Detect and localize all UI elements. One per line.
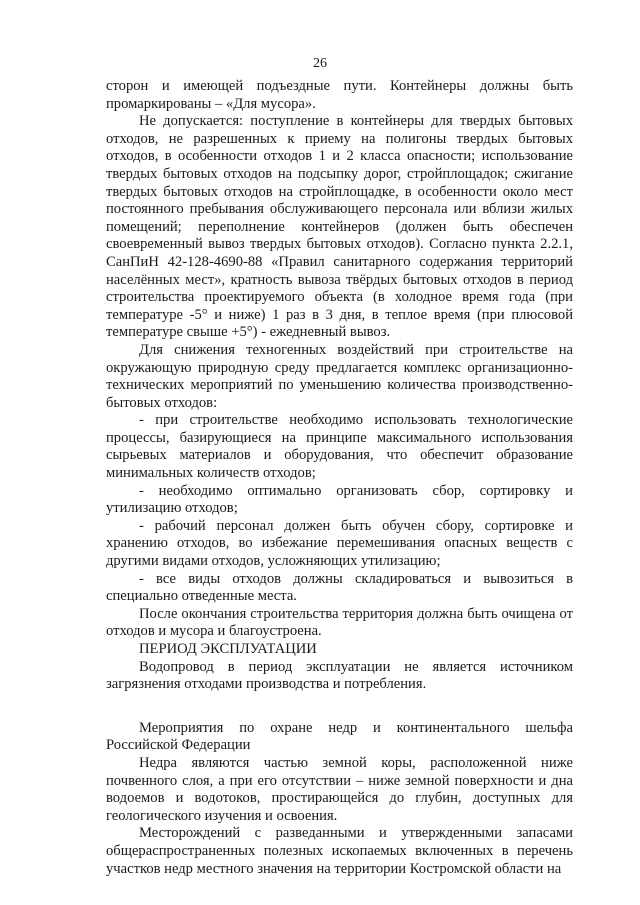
page-body [106,78,573,878]
list-item-personnel: - рабочий персонал должен быть обучен сбору, сортировке и хранению отходов, во избежание перемешивания опасных веществ с другими видами отходов, усложняющих утилизацию; [106,517,573,570]
list-item-collection: - необходимо оптимально организовать сбор, сортировку и утилизацию отходов; [106,482,573,517]
paragraph-prohibitions: Не допускается: поступление в контейнеры для твердых бытовых отходов, не разрешенных к приему на полигоны твердых бытовых отходов, в особенности отходов 1 и 2 класса опасности; использование твердых бытовых отходов на подсыпку дорог, стройплощадок; сжигание твердых бытовых отходов на стройплощадке, в особенности около мест постоянного пребывания обслуживающего персонала или вблизи жилых помещений; переполнение контейнеров (должен быть обеспечен своевременный вывоз твердых бытовых отходов). Согласно пункта 2.2.1, СанПиН 42-128-4690-88 «Правил санитарного содержания территорий населённых мест», кратность вывоза твёрдых бытовых отходов в период строительства проектируемого объекта (в холодное время года (при температуре -5° и ниже) 1 раз в 3 дня, в теплое время (при плюсовой температуре свыше +5°) - ежедневный вывоз. [106,113,573,341]
paragraph-after-construction: После окончания строительства территория должна быть очищена от отходов и мусора и благоустроена. [106,605,573,640]
subsection-heading: Мероприятия по охране недр и континентального шельфа Российской Федерации [106,719,573,754]
paragraph-deposits: Месторождений с разведанными и утвержденными запасами общераспространенных полезных ископаемых включенных в перечень участков недр местного значения на территории Костромской области на [106,825,573,877]
list-item-technology: - при строительстве необходимо использовать технологические процессы, базирующиеся на принципе максимального использования сырьевых материалов и оборудования, что обеспечит образование минимальных количеств отходов; [106,412,573,482]
section-heading: ПЕРИОД ЭКСПЛУАТАЦИИ [139,641,317,657]
paragraph-continuation: сторон и имеющей подъездные пути. Контейнеры должны быть промаркированы – «Для мусора». [106,78,573,112]
paragraph-measures-intro: Для снижения техногенных воздействий при строительстве на окружающую природную среду предлагается комплекс организационно-технических мероприятий по уменьшению количества производственно-бытовых отходов: [106,341,573,411]
paragraph-subsoil: Недра являются частью земной коры, расположенной ниже почвенного слоя, а при его отсутствии – ниже земной поверхности и дна водоемов и водотоков, простирающейся до глубин, доступных для геологического изучения и освоения. [106,754,573,824]
page-number: 26 [313,56,327,71]
list-item-storage: - все виды отходов должны складироваться и вывозиться в специально отведенные места. [106,570,573,605]
paragraph-operation: Водопровод в период эксплуатации не является источником загрязнения отходами производства и потребления. [106,658,573,693]
